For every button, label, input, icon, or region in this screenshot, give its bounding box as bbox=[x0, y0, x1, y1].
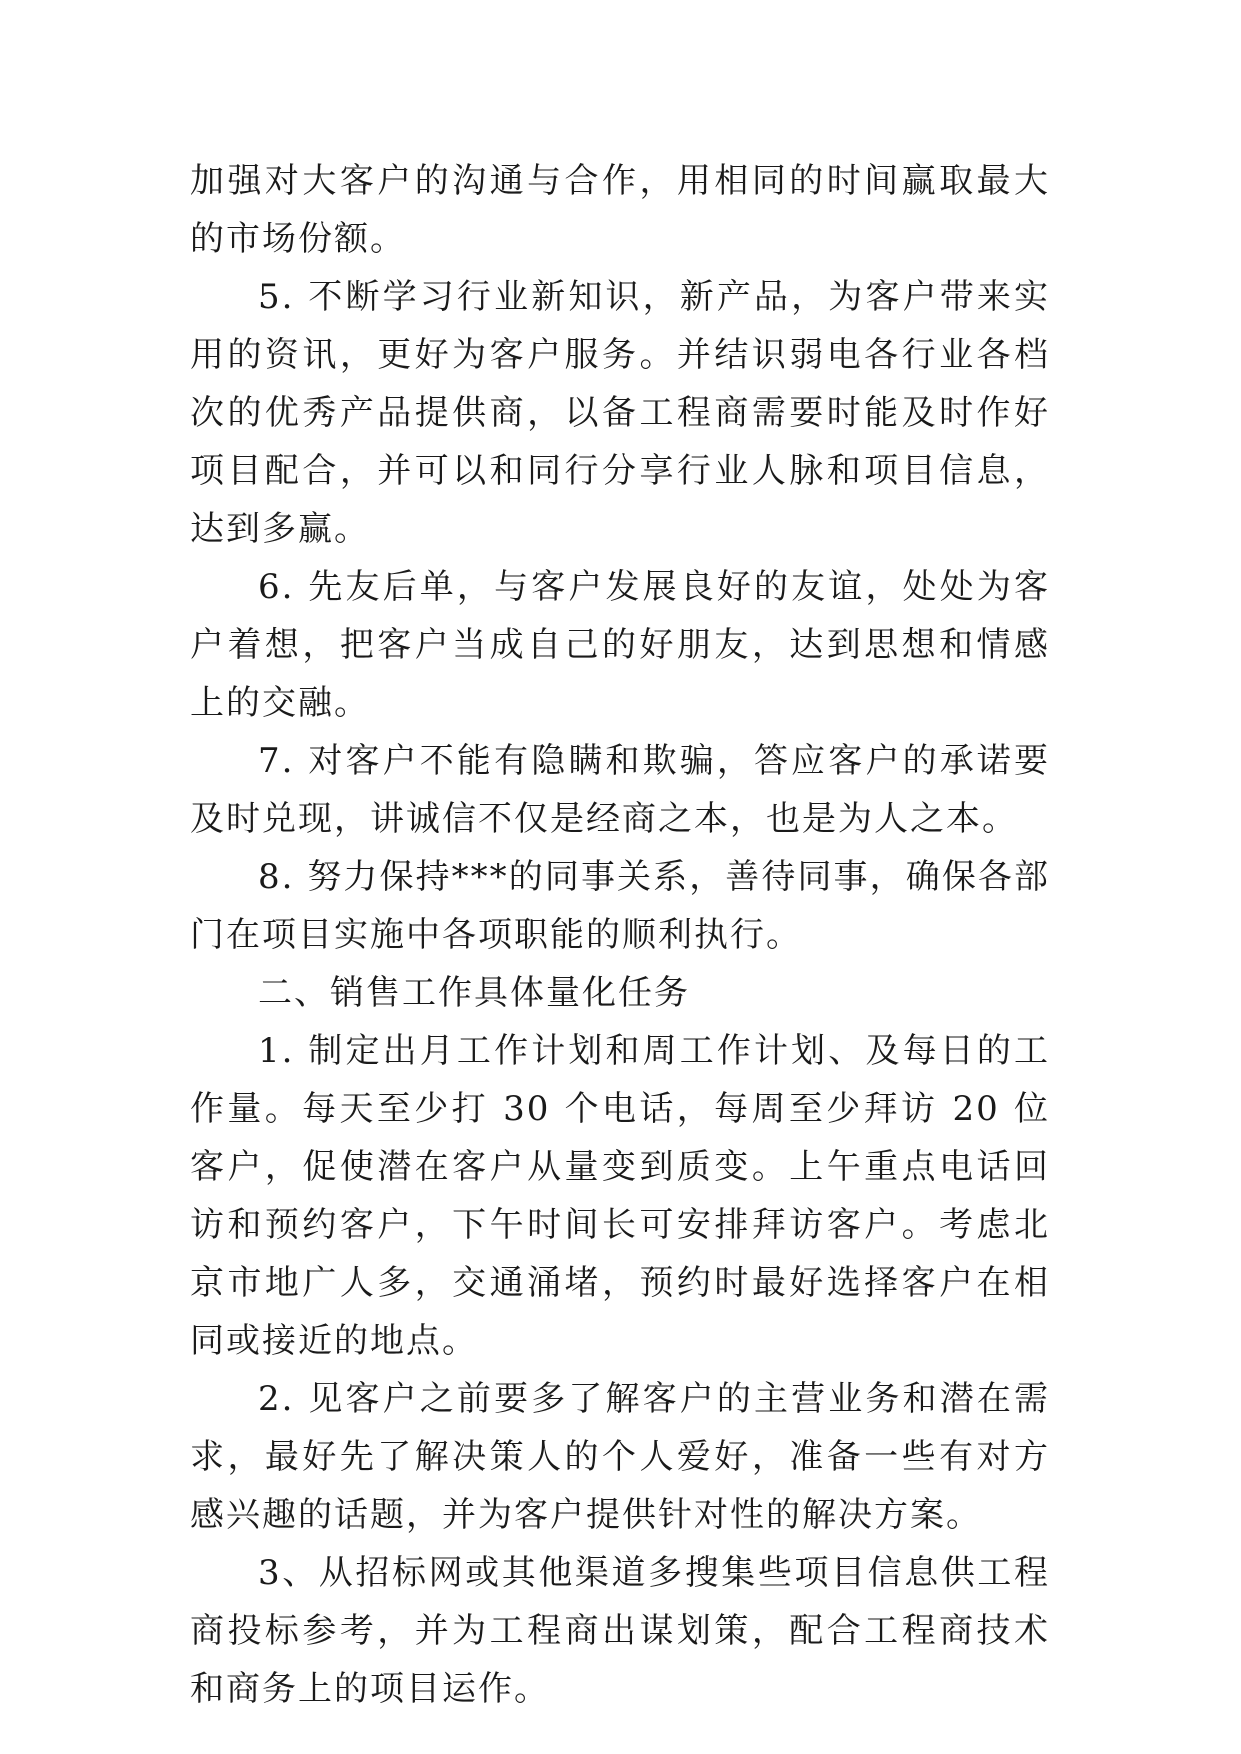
paragraph-task-3: 3、从招标网或其他渠道多搜集些项目信息供工程商投标参考，并为工程商出谋划策，配合工程商技术和商务上的项目运作。 bbox=[190, 1553, 1050, 1709]
paragraph-item-8: 8. 努力保持***的同事关系，善待同事，确保各部门在项目实施中各项职能的顺利执行。 bbox=[190, 857, 1050, 955]
section-heading: 二、销售工作具体量化任务 bbox=[258, 973, 690, 1013]
paragraph-task-1: 1. 制定出月工作计划和周工作计划、及每日的工作量。每天至少打 30 个电话，每周至少拜访 20 位客户，促使潜在客户从量变到质变。上午重点电话回访和预约客户，下午时间长可安排拜访客户。考虑北京市地广人多，交通涌堵，预约时最好选择客户在相同或接近的地点。 bbox=[190, 1031, 1050, 1361]
paragraph-item-7: 7. 对客户不能有隐瞒和欺骗，答应客户的承诺要及时兑现，讲诚信不仅是经商之本，也是为人之本。 bbox=[190, 741, 1050, 839]
paragraph-item-6: 6. 先友后单，与客户发展良好的友谊，处处为客户着想，把客户当成自己的好朋友，达到思想和情感上的交融。 bbox=[190, 567, 1050, 723]
paragraph-item-5: 5. 不断学习行业新知识，新产品，为客户带来实用的资讯，更好为客户服务。并结识弱电各行业各档次的优秀产品提供商，以备工程商需要时能及时作好项目配合，并可以和同行分享行业人脉和项目信息，达到多赢。 bbox=[190, 277, 1050, 549]
paragraph-task-2: 2. 见客户之前要多了解客户的主营业务和潜在需求，最好先了解决策人的个人爱好，准备一些有对方感兴趣的话题，并为客户提供针对性的解决方案。 bbox=[190, 1379, 1050, 1535]
document-body bbox=[190, 152, 1050, 1718]
paragraph-continuation: 加强对大客户的沟通与合作，用相同的时间赢取最大的市场份额。 bbox=[190, 161, 1050, 259]
